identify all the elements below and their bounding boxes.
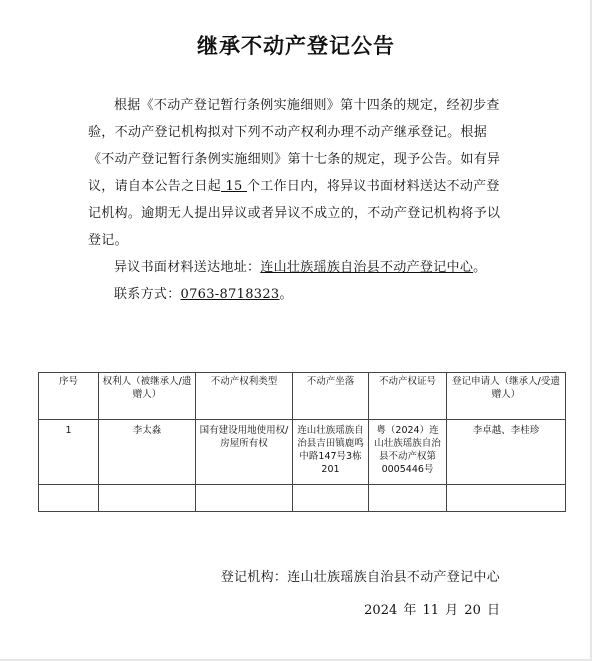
cell-right-type: 国有建设用地使用权/房屋所有权 [196, 420, 293, 485]
table-header-row [39, 373, 566, 420]
empty-cell [447, 485, 566, 512]
objection-days: 15 [221, 179, 248, 194]
col-header-certificate: 不动产权证号 [369, 373, 447, 420]
col-header-location: 不动产坐落 [293, 373, 369, 420]
col-header-right-type: 不动产权利类型 [196, 373, 293, 420]
phone-label: 联系方式： [114, 287, 181, 302]
contact-line [88, 281, 513, 308]
empty-cell [196, 485, 293, 512]
phone-value: 0763-8718323 [180, 287, 280, 302]
page-title: 继承不动产登记公告 [197, 34, 395, 58]
empty-cell [99, 485, 196, 512]
table-row [39, 420, 566, 485]
paragraph-text: 根据《不动产登记暂行条例实施细则》第十四条的规定，经初步查验，不动产登记机构拟对下列不动产权利办理不动产继承登记。根据《不动产登记暂行条例实施细则》第十七条的规定，现予公告。如有异议，请自本公告之日起 [88, 98, 501, 194]
announcement-body [88, 92, 513, 308]
address-label: 异议书面材料送达地址： [114, 260, 261, 275]
paragraph-text-tail: 个工作日内，将异议书面材料送达不动产登记机构。逾期无人提出异议或者异议不成立的，不动产登记机构将予以登记。 [88, 179, 501, 248]
address-value: 连山壮族瑶族自治县不动产登记中心 [260, 260, 474, 275]
phone-end: 。 [279, 287, 293, 302]
col-header-applicant: 登记申请人（继承人/受遗赠人） [447, 373, 566, 420]
empty-cell [39, 485, 99, 512]
cell-number: 1 [39, 420, 99, 485]
empty-cell [293, 485, 369, 512]
announcement-date: 2024 年 11 月 20 日 [364, 603, 500, 618]
table-row-empty [39, 485, 566, 512]
col-header-right-holder: 权利人（被继承人/遗赠人） [99, 373, 196, 420]
cell-applicant: 李卓越、李桂珍 [447, 420, 566, 485]
announcement-paragraph [88, 92, 513, 254]
col-header-number: 序号 [39, 373, 99, 420]
registration-authority: 登记机构：连山壮族瑶族自治县不动产登记中心 [220, 570, 500, 585]
cell-right-holder: 李太淼 [99, 420, 196, 485]
empty-cell [369, 485, 447, 512]
property-table [38, 372, 566, 512]
cell-certificate: 粤（2024）连山壮族瑶族自治县不动产权第0005446号 [369, 420, 447, 485]
address-end: 。 [473, 260, 487, 275]
objection-address-line [88, 254, 513, 281]
cell-location: 连山壮族瑶族自治县吉田镇鹿鸣中路147号3栋201 [293, 420, 369, 485]
